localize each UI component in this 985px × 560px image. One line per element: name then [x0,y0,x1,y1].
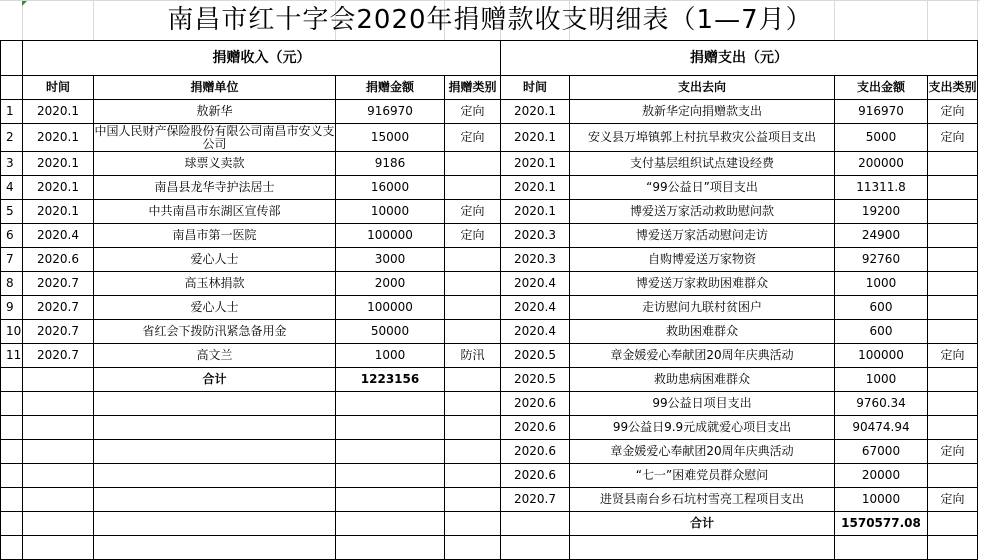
income-amount-cell[interactable] [336,392,445,416]
expense-type-cell[interactable]: 定向 [928,488,978,512]
expense-date-cell[interactable]: 2020.6 [501,416,570,440]
expense-amount-cell[interactable]: 20000 [835,464,928,488]
expense-date-cell[interactable]: 2020.1 [501,200,570,224]
income-date-cell[interactable]: 2020.7 [23,272,94,296]
expense-type-cell[interactable]: 定向 [928,100,978,124]
income-type-cell[interactable]: 定向 [445,124,501,152]
income-donor-cell[interactable] [94,512,336,536]
income-amount-cell[interactable] [336,512,445,536]
income-donor-cell[interactable]: 高文兰 [94,344,336,368]
expense-purpose-cell[interactable]: 章金媛爱心奉献团20周年庆典活动 [570,440,835,464]
income-donor-cell[interactable]: 中共南昌市东湖区宣传部 [94,200,336,224]
income-type-cell[interactable] [445,512,501,536]
expense-type-cell[interactable] [928,536,978,560]
income-amount-cell[interactable]: 100000 [336,296,445,320]
expense-amount-cell[interactable]: 600 [835,320,928,344]
expense-amount-cell[interactable]: 9760.34 [835,392,928,416]
income-donor-cell[interactable]: 南昌县龙华寺护法居士 [94,176,336,200]
income-donor-header[interactable]: 捐赠单位 [94,76,336,100]
expense-type-cell[interactable] [928,224,978,248]
income-amount-cell[interactable] [336,536,445,560]
income-type-cell[interactable] [445,392,501,416]
income-donor-cell[interactable]: 省红会下拨防汛紧急备用金 [94,320,336,344]
table-row [1,100,978,124]
table-row [1,368,978,392]
row-number-cell[interactable]: 6 [1,224,23,248]
income-date-cell[interactable] [23,392,94,416]
expense-amount-cell[interactable]: 600 [835,296,928,320]
row-number-cell[interactable] [1,536,23,560]
income-total-amount[interactable]: 1223156 [336,368,445,392]
expense-purpose-cell[interactable]: 99公益日项目支出 [570,392,835,416]
income-amount-header[interactable]: 捐赠金额 [336,76,445,100]
expense-date-cell[interactable]: 2020.5 [501,368,570,392]
expense-date-cell[interactable]: 2020.6 [501,464,570,488]
row-number-cell[interactable]: 3 [1,152,23,176]
expense-type-cell[interactable] [928,248,978,272]
income-date-cell[interactable]: 2020.6 [23,248,94,272]
expense-date-cell[interactable]: 2020.5 [501,344,570,368]
expense-type-cell[interactable] [928,176,978,200]
income-date-cell[interactable] [23,488,94,512]
income-date-cell[interactable]: 2020.7 [23,296,94,320]
income-donor-cell[interactable] [94,392,336,416]
income-amount-cell[interactable]: 50000 [336,320,445,344]
income-type-cell[interactable] [445,488,501,512]
income-donor-cell[interactable]: 南昌市第一医院 [94,224,336,248]
income-amount-cell[interactable]: 2000 [336,272,445,296]
expense-date-cell[interactable]: 2020.7 [501,488,570,512]
expense-type-header[interactable]: 支出类别 [928,76,978,100]
table-row [1,272,978,296]
expense-date-cell[interactable]: 2020.4 [501,320,570,344]
expense-purpose-cell[interactable]: 安义县万埠镇郭上村抗旱救灾公益项目支出 [570,124,835,152]
income-donor-cell[interactable]: 球票义卖款 [94,152,336,176]
expense-amount-cell[interactable]: 1000 [835,368,928,392]
expense-amount-cell[interactable]: 24900 [835,224,928,248]
income-amount-cell[interactable]: 10000 [336,200,445,224]
income-type-header[interactable]: 捐赠类别 [445,76,501,100]
income-total-label[interactable]: 合计 [94,368,336,392]
expense-type-cell[interactable] [928,272,978,296]
income-type-cell[interactable]: 定向 [445,100,501,124]
income-type-cell[interactable] [445,176,501,200]
expense-date-cell[interactable]: 2020.3 [501,224,570,248]
expense-purpose-cell[interactable]: 博爱送万家活动救助慰问款 [570,200,835,224]
income-amount-cell[interactable]: 3000 [336,248,445,272]
expense-date-cell[interactable]: 2020.6 [501,440,570,464]
table-row [1,296,978,320]
row-number-cell[interactable]: 11 [1,344,23,368]
expense-type-cell[interactable]: 定向 [928,440,978,464]
income-section-title[interactable]: 捐赠收入（元） [23,41,501,76]
income-donor-cell[interactable] [94,536,336,560]
row-number-cell[interactable] [1,368,23,392]
row-number-cell[interactable] [1,416,23,440]
row-number-cell[interactable] [1,440,23,464]
income-type-cell[interactable] [445,248,501,272]
expense-total-label[interactable]: 合计 [570,512,835,536]
income-date-cell[interactable]: 2020.1 [23,124,94,152]
expense-purpose-cell[interactable]: “99公益日”项目支出 [570,176,835,200]
row-number-cell[interactable]: 8 [1,272,23,296]
income-type-cell[interactable] [445,272,501,296]
expense-purpose-cell[interactable]: 走访慰问九联村贫困户 [570,296,835,320]
income-amount-cell[interactable] [336,464,445,488]
expense-amount-cell[interactable]: 67000 [835,440,928,464]
expense-date-cell[interactable]: 2020.1 [501,152,570,176]
expense-type-cell[interactable] [928,296,978,320]
expense-date-cell[interactable]: 2020.1 [501,176,570,200]
expense-amount-cell[interactable]: 11311.8 [835,176,928,200]
ledger-body [1,41,978,560]
income-donor-cell[interactable] [94,464,336,488]
expense-type-cell[interactable] [928,464,978,488]
expense-purpose-cell[interactable]: 救助困难群众 [570,320,835,344]
table-row [1,152,978,176]
income-type-cell[interactable]: 定向 [445,200,501,224]
row-number-cell[interactable]: 9 [1,296,23,320]
expense-type-cell[interactable] [928,368,978,392]
expense-type-cell[interactable]: 定向 [928,344,978,368]
expense-amount-cell[interactable]: 92760 [835,248,928,272]
income-date-header[interactable]: 时间 [23,76,94,100]
row-number-cell[interactable] [1,392,23,416]
table-row [1,488,978,512]
expense-section-title[interactable]: 捐赠支出（元） [501,41,978,76]
table-row [1,392,978,416]
expense-purpose-cell[interactable]: 敖新华定向捐赠款支出 [570,100,835,124]
expense-type-cell[interactable] [928,416,978,440]
expense-amount-cell[interactable]: 5000 [835,124,928,152]
income-type-cell[interactable] [445,368,501,392]
income-amount-cell[interactable]: 916970 [336,100,445,124]
expense-purpose-header[interactable]: 支出去向 [570,76,835,100]
income-date-cell[interactable] [23,368,94,392]
expense-date-cell[interactable]: 2020.4 [501,272,570,296]
expense-type-cell[interactable] [928,320,978,344]
expense-purpose-cell[interactable]: “七一”困难党员群众慰问 [570,464,835,488]
row-number-cell[interactable]: 1 [1,100,23,124]
expense-amount-cell[interactable]: 1000 [835,272,928,296]
table-row [1,124,978,152]
income-date-cell[interactable]: 2020.1 [23,200,94,224]
income-type-cell[interactable]: 防汛 [445,344,501,368]
index-cell[interactable] [1,41,23,76]
income-date-cell[interactable]: 2020.4 [23,224,94,248]
expense-date-header[interactable]: 时间 [501,76,570,100]
income-amount-cell[interactable]: 15000 [336,124,445,152]
income-type-cell[interactable]: 定向 [445,224,501,248]
expense-purpose-cell[interactable]: 章金媛爱心奉献团20周年庆典活动 [570,344,835,368]
income-type-cell[interactable] [445,416,501,440]
row-number-cell[interactable]: 10 [1,320,23,344]
row-number-cell[interactable] [1,488,23,512]
income-donor-cell[interactable]: 敖新华 [94,100,336,124]
income-donor-cell[interactable]: 中国人民财产保险股份有限公司南昌市安义支公司 [94,124,335,151]
column-header-row [1,76,978,100]
income-donor-cell[interactable] [94,440,336,464]
income-date-cell[interactable] [23,416,94,440]
expense-purpose-cell[interactable]: 自购博爱送万家物资 [570,248,835,272]
income-amount-cell[interactable] [336,440,445,464]
income-type-cell[interactable] [445,440,501,464]
income-donor-cell[interactable]: 高玉林捐款 [94,272,336,296]
expense-purpose-cell[interactable]: 博爱送万家活动慰问走访 [570,224,835,248]
expense-total-amount[interactable]: 1570577.08 [835,512,928,536]
income-date-cell[interactable]: 2020.7 [23,344,94,368]
income-date-cell[interactable]: 2020.1 [23,176,94,200]
income-date-cell[interactable]: 2020.1 [23,152,94,176]
expense-date-cell[interactable]: 2020.1 [501,124,570,152]
row-number-cell[interactable] [1,512,23,536]
table-row [1,224,978,248]
income-amount-cell[interactable]: 1000 [336,344,445,368]
table-row [1,512,978,536]
income-amount-cell[interactable]: 9186 [336,152,445,176]
expense-amount-cell[interactable]: 19200 [835,200,928,224]
expense-date-cell[interactable]: 2020.3 [501,248,570,272]
expense-amount-cell[interactable] [835,536,928,560]
income-donor-cell[interactable] [94,416,336,440]
expense-purpose-cell[interactable] [570,536,835,560]
income-amount-cell[interactable] [336,416,445,440]
ledger-table [0,40,978,560]
table-row [1,416,978,440]
income-type-cell[interactable] [445,464,501,488]
table-row [1,200,978,224]
income-amount-cell[interactable] [336,488,445,512]
income-date-cell[interactable] [23,464,94,488]
row-number-cell[interactable]: 5 [1,200,23,224]
expense-date-cell[interactable]: 2020.6 [501,392,570,416]
income-date-cell[interactable] [23,440,94,464]
expense-amount-header[interactable]: 支出金额 [835,76,928,100]
row-number-cell[interactable]: 4 [1,176,23,200]
table-row [1,344,978,368]
income-date-cell[interactable] [23,512,94,536]
sheet-title[interactable]: 南昌市红十字会2020年捐赠款收支明细表（1—7月） [167,5,813,35]
expense-type-cell[interactable]: 定向 [928,124,978,152]
expense-amount-cell[interactable]: 100000 [835,344,928,368]
income-amount-cell[interactable]: 16000 [336,176,445,200]
income-date-cell[interactable]: 2020.7 [23,320,94,344]
expense-purpose-cell[interactable]: 支付基层组织试点建设经费 [570,152,835,176]
expense-purpose-cell[interactable]: 救助患病困难群众 [570,368,835,392]
expense-type-cell[interactable] [928,200,978,224]
income-type-cell[interactable] [445,152,501,176]
income-date-cell[interactable]: 2020.1 [23,100,94,124]
income-type-cell[interactable] [445,320,501,344]
table-row [1,440,978,464]
income-date-cell[interactable] [23,536,94,560]
expense-type-cell[interactable] [928,512,978,536]
table-row [1,248,978,272]
expense-purpose-cell[interactable]: 博爱送万家救助困难群众 [570,272,835,296]
expense-type-cell[interactable] [928,152,978,176]
income-donor-cell[interactable]: 爱心人士 [94,248,336,272]
table-row [1,536,978,560]
income-amount-cell[interactable]: 100000 [336,224,445,248]
expense-date-cell[interactable]: 2020.4 [501,296,570,320]
table-row [1,320,978,344]
table-row [1,176,978,200]
income-donor-cell[interactable]: 爱心人士 [94,296,336,320]
expense-type-cell[interactable] [928,392,978,416]
income-type-cell[interactable] [445,296,501,320]
expense-date-cell[interactable] [501,536,570,560]
row-number-cell[interactable] [1,464,23,488]
expense-purpose-cell[interactable]: 99公益日9.9元成就爱心项目支出 [570,416,835,440]
expense-amount-cell[interactable]: 10000 [835,488,928,512]
expense-amount-cell[interactable]: 916970 [835,100,928,124]
table-row [1,464,978,488]
income-donor-cell[interactable] [94,488,336,512]
index-cell[interactable] [1,76,23,100]
row-number-cell[interactable]: 7 [1,248,23,272]
expense-amount-cell[interactable]: 90474.94 [835,416,928,440]
expense-date-cell[interactable]: 2020.1 [501,100,570,124]
income-type-cell[interactable] [445,536,501,560]
expense-amount-cell[interactable]: 200000 [835,152,928,176]
expense-date-cell[interactable] [501,512,570,536]
section-header-row [1,41,978,76]
row-number-cell[interactable]: 2 [1,124,23,152]
expense-purpose-cell[interactable]: 进贤县南台乡石坑村雪亮工程项目支出 [570,488,835,512]
